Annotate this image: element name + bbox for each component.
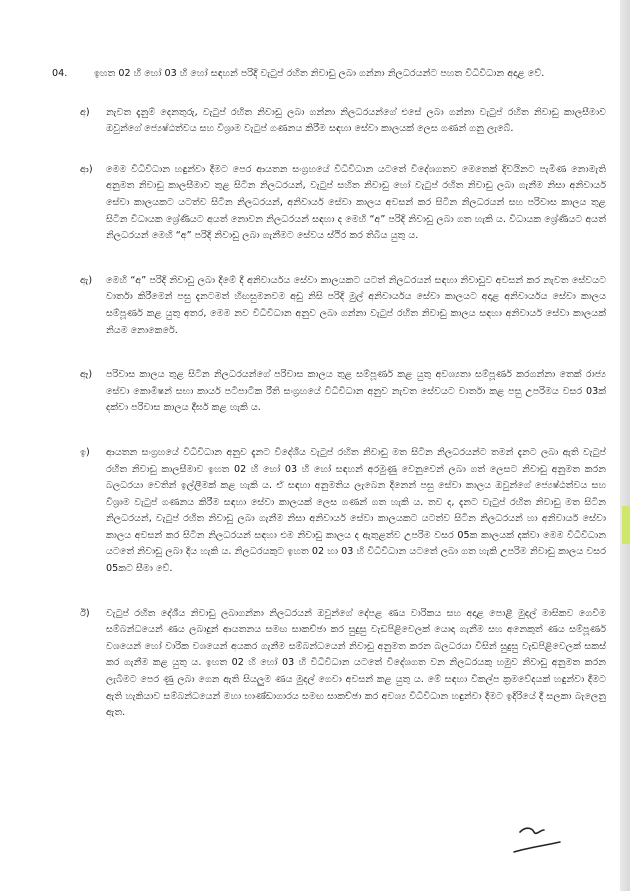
page-tab-marker	[622, 506, 630, 544]
clause-marker: අ)	[80, 106, 90, 118]
clause-text: පරිවාස කාලය තුළ සිටින නිලධරයන්ගේ පරිවාස කාලය තුළ සම්පූර්ණ කළ යුතු අවශ්‍යතා සම්පූර්ණ කරගන්නා තෙක් රාජ්‍ය සේවා කොමිෂන් සභා කාර්ය පටිපාටික රීති සංග්‍රහයේ විධිවිධාන අනුව නැවත සේවයට වාර්තා කළ පසු උපරිමය වසර 03ක් දක්වා පරිවාස කාලය දීර්ඝ කළ හැකි ය.	[106, 369, 606, 414]
scan-edge	[620, 0, 630, 891]
clause-text: මෙහි “අ” පරිදි නිවාඩු ලබා දීමේ දී අනිවාර්යය සේවා කාලයකට යටත් නිලධරයන් සඳහා නිවාඩුව අවසන් කර නැවත සේවයට වාර්තා කිරීමෙන් පසු දැනටමත් හිඟසුමනවම අඩු නිසි පරිදි මුල් අනිවාර්යය සේවා කාලයට අදාළ අනිවාර්යය සේවා කාලය සම්පූර්ණ කළ යුතු අතර, මෙම නව විධිවිධාන අනුව ලබා ගන්නා වැටුප් රහිත නිවාඩු කාලය සඳහා අනිවාර්ය සේවා කාලයක් නියම නොකෙරේ.	[106, 274, 606, 336]
clause-a	[52, 105, 606, 138]
clause-marker: ආ)	[80, 163, 93, 175]
clause-text: වැටුප් රහිත දේශීය නිවාඩු ලබාගන්නා නිලධරයන් ඔවුන්ගේ දේපළ ණය වාරිකය සහ අදාළ පොළී මුදල් මාසිකව ගෙවීම සම්බන්ධයෙන් ණය ලබාදුන් ආයතනය සමඟ සාකච්ඡා කර සුදුසු වැඩපිළිවෙලක් යොදා ගැනීම සහ අනෙකුත් ණය සම්පූර්ණ වශයෙන් හෝ වාරික වශයෙන් අයකර ගැනීම සම්බන්ධයෙන් නිවාඩු අනුමත කරන බලධරයා විසින් සුදුසු වැඩපිළිවෙලක් සකස් කර ගැනීම කළ යුතු ය. ඉහත 02 හි හෝ 03 හි විධිවිධාන යටතේ විදේශගත වන නිලධරයකු හමුව නිවාඩු අනුමත කරන ලැබීමට පෙර ණු ලබා ගෙන ඇති සියලුම ණය මුදල් ගෙවා අවසන් කළ යුතු ය. මේ සඳහා විකල්ප ක්‍රමවේදයක් හඳුන්වා දීමට ඇති හැකියාව සම්බන්ධයෙන් මහා භාණ්ඩාගාරය සමඟ සාකච්ඡා කර අවශ්‍ය විධිවිධාන හඳුන්වා දීමට ඉදිරියේ දී සලකා බැලෙනු ඇත.	[106, 607, 606, 719]
clause-marker: ඈ)	[80, 369, 93, 381]
clause-marker: ඉ)	[80, 446, 90, 458]
section-intro	[52, 66, 606, 83]
clause-ii	[52, 606, 606, 722]
clause-marker: ඇ)	[80, 274, 93, 286]
clause-text: නැවත දැනුම් දෙනතුරු, වැටුප් රහිත නිවාඩු ලබා ගන්නා නිලධරයන්ගේ එසේ ලබා ගන්නා වැටුප් රහිත නිවාඩු කාලසීමාව ඔවුන්ගේ ජ්‍යෙෂ්ඨත්වය සහ විශ්‍රාම වැටුප් ගණනය කිරීම සඳහා සේවා කාලයක් ලෙස ගණන් ගනු ලැබේ.	[106, 106, 606, 135]
clause-marker: ඊ)	[80, 607, 90, 619]
clause-ae	[52, 273, 606, 339]
clause-aae	[52, 367, 606, 417]
clause-text: මෙම විධිවිධාන හඳුන්වා දීමට පෙර ආයතන සංග්‍රහයේ විධිවිධාන යටතේ විදේශගතව මෙතෙක් දිවයිනට පැමිණ නොමැති අනුමත නිවාඩු කාලසීමාව තුළ සිටින නිලධරයන්, වැටුප් සහිත නිවාඩු හෝ වැටුප් රහිත නිවාඩු ලබා ගැනීම නිසා අනිවාර්ය සේවා කාලයකට යටත්ව සිටින නිලධරයන්, අනිවාර්ය සේවා කාලය අවසන් කර සිටින නිලධරයන් සහ පරිවාස කාලය තුළ සිටින විධායක ශ්‍රේණියට අයත් නොවන නිලධරයන් සඳහා ද මෙහි “අ” පරිදි නිවාඩු ලබා ගත හැකි ය. විධායක ශ්‍රේණියට අයත් නිලධරයන් මෙහි “අ” පරිදි නිවාඩු ලබා ගැනීමට සේවය ස්ථිර කර තිබිය යුතු ය.	[106, 163, 606, 242]
clause-aa	[52, 162, 606, 245]
clause-i	[52, 445, 606, 578]
document-page	[52, 66, 606, 750]
section-number: 04.	[52, 68, 68, 79]
section-intro-text: ඉහත 02 හි හෝ 03 හි හෝ සඳහන් පරිදි වැටුප් රහිත නිවාඩු ලබා ගන්නා නිලධරයන්ට පහත විධිවිධාන අදාළ වේ.	[94, 68, 545, 79]
initials-signature	[512, 818, 562, 858]
clause-text: ආයතන සංග්‍රහයේ විධිවිධාන අනුව දැනට විදේශීය වැටුප් රහිත නිවාඩු මත සිටින නිලධරයන්ට තමන් දැනට ලබා ඇති වැටුප් රහිත නිවාඩු කාලසීමාව ඉහත 02 හි හෝ 03 හි හෝ සඳහන් අරමුණු වෙනුවෙන් ලබා ගත් ලෙසට නිවාඩු අනුමත කරන බලධරයා වෙතින් ඉල්ලීමක් කළ හැකි ය. ඒ සඳහා අනුමතිය ලැබෙන දිනෙන් පසු සේවා කාලය ඔවුන්ගේ ජ්‍යෙෂ්ඨත්වය සහ විශ්‍රාම වැටුප් ගණනය කිරීම සඳහා සේවා කාලයක් ලෙස ගණන් ගත හැකි ය. තව ද, දැනට වැටුප් රහිත නිවාඩු මත සිටින නිලධරයන්, වැටුප් රහිත නිවාඩු ලබා ගැනීම නිසා අනිවාර්ය සේවා කාලයකට යටත්ව සිටින නිලධරයන් හා අනිවාර්ය සේවා කාලය අවසන් කර සිටින නිලධරයන් සඳහා එම නිවාඩු කාලය ද ඇතුළත්ව උපරිම වසර 05ක කාලයක් දක්වා මෙම විධිවිධාන යටතේ නිවාඩු ලබා දිය හැකි ය. නිලධරයකුට ඉහත 02 හා 03 හි විධිවිධාන යටතේ ලබා ගත හැකි උපරිම නිවාඩු කාලය වසර 05කට සීමා වේ.	[106, 446, 606, 575]
